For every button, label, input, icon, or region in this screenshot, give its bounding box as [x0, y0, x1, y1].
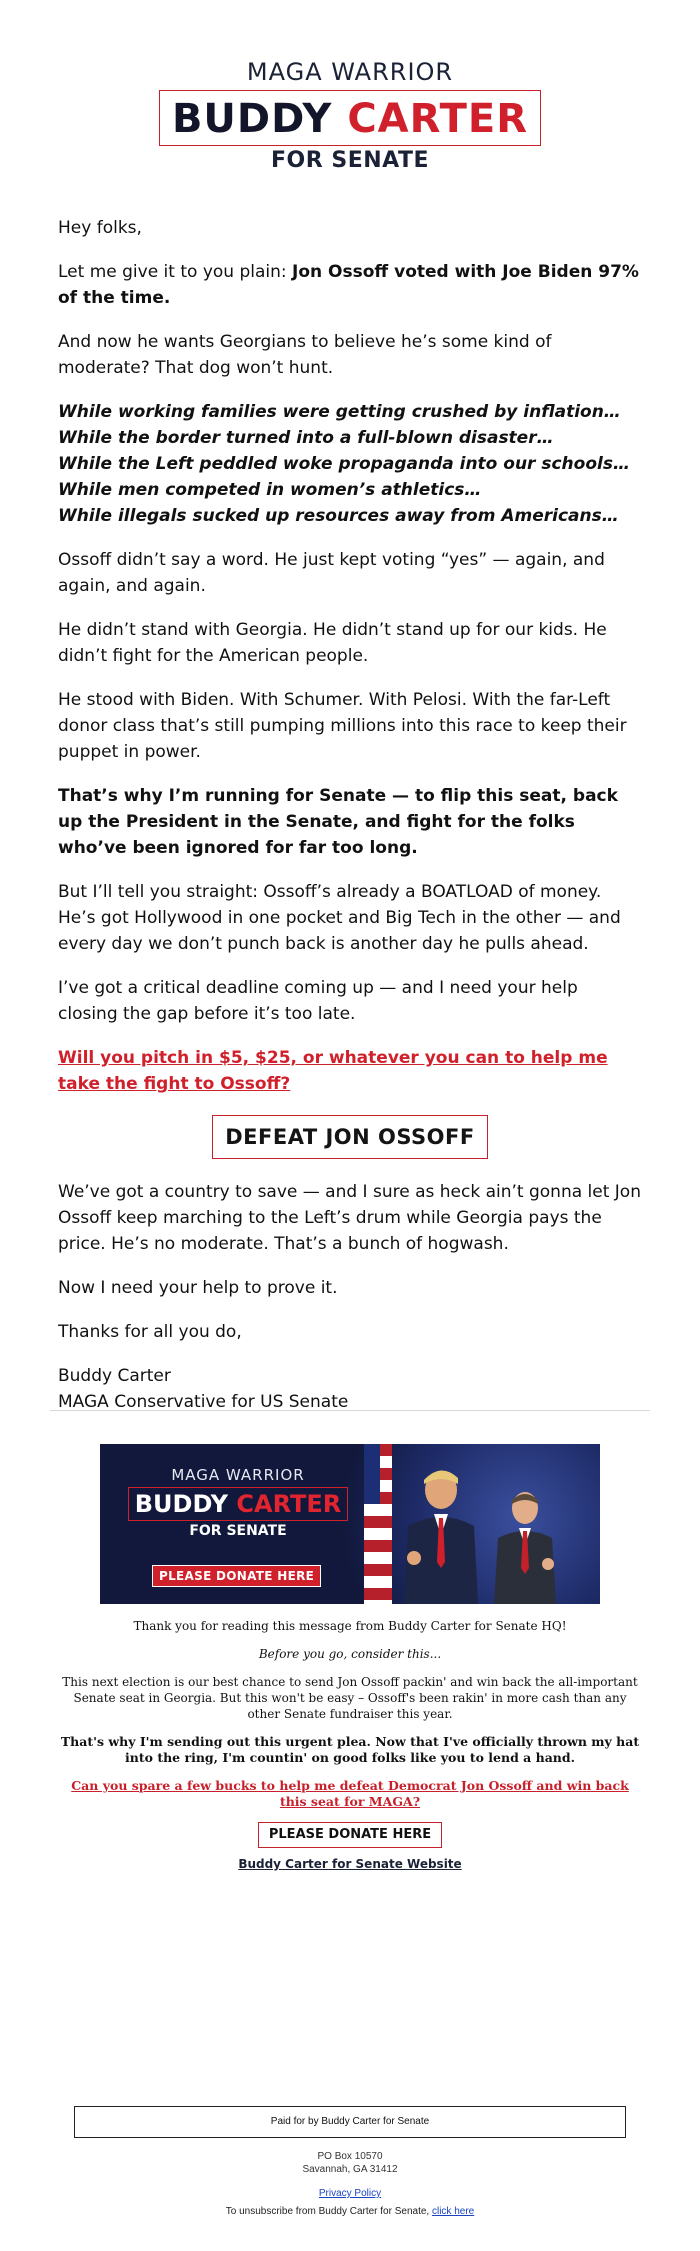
logo-last-name: CARTER [347, 96, 529, 142]
logo-name-box [159, 90, 541, 146]
paragraph: Now I need your help to prove it. [58, 1278, 338, 1298]
banner-first-name: BUDDY [134, 1490, 229, 1518]
banner-subtitle: FOR SENATE [189, 1523, 287, 1539]
paragraph: He stood with Biden. With Schumer. With Pelosi. With the far-Left donor class that’s still pumping millions into this race to keep their puppet in power. [58, 690, 627, 762]
donate-ask-link[interactable]: Will you pitch in $5, $25, or whatever you can to help me take the fight to Ossoff? [58, 1048, 608, 1094]
campaign-logo [0, 0, 700, 173]
paragraph-bold: Jon Ossoff voted with Joe Biden 97% of the time. [58, 262, 639, 308]
address-line: PO Box 10570 [317, 2151, 383, 2162]
donate-banner[interactable] [100, 1444, 600, 1604]
banner-tagline: MAGA WARRIOR [171, 1466, 305, 1484]
signature-name: Buddy Carter [58, 1366, 171, 1386]
website-link[interactable]: Buddy Carter for Senate Website [238, 1857, 462, 1871]
logo-subtitle: FOR SENATE [271, 148, 429, 173]
footer-thanks: Thank you for reading this message from Buddy Carter for Senate HQ! [133, 1619, 567, 1633]
address-line: Savannah, GA 31412 [302, 2164, 398, 2175]
logo-name [172, 95, 528, 143]
logo-tagline: MAGA WARRIOR [246, 58, 454, 86]
privacy-policy-link[interactable]: Privacy Policy [318, 2188, 382, 2199]
logo-first-name: BUDDY [171, 96, 333, 142]
signature [58, 1363, 642, 1415]
paragraph [58, 259, 642, 311]
paragraph-bold: That’s why I’m running for Senate — to flip this seat, back up the President in the Senate, and fight for the folks who’ve been ignored for far too long. [58, 786, 618, 858]
banner-donate-button[interactable]: PLEASE DONATE HERE [152, 1565, 321, 1587]
footer-before: Before you go, consider this... [258, 1647, 442, 1661]
paid-for-box: Paid for by Buddy Carter for Senate [74, 2106, 626, 2138]
banner-logo [118, 1466, 358, 1539]
banner-name [135, 1490, 341, 1518]
paragraph: Ossoff didn’t say a word. He just kept voting “yes” — again, and again, and again. [58, 550, 605, 596]
unsubscribe-line [0, 2206, 700, 2217]
list-item: While illegals sucked up resources away from Americans… [58, 506, 619, 526]
paragraph: He didn’t stand with Georgia. He didn’t stand up for our kids. He didn’t fight for the American people. [58, 620, 607, 666]
grievance-list [58, 399, 642, 529]
list-item: While men competed in women’s athletics… [58, 480, 482, 500]
footer-donate-link[interactable]: Can you spare a few bucks to help me defeat Democrat Jon Ossoff and win back this seat for MAGA? [71, 1778, 629, 1809]
banner-name-box [128, 1487, 348, 1521]
footer-donate-button[interactable]: PLEASE DONATE HERE [258, 1822, 442, 1848]
paragraph: And now he wants Georgians to believe he’s some kind of moderate? That dog won’t hunt. [58, 332, 552, 378]
letter-body [0, 215, 700, 1415]
person-photo-icon [400, 1462, 482, 1604]
person-photo-icon [490, 1486, 560, 1604]
paragraph-text: Let me give it to you plain: [58, 262, 293, 282]
paragraph: I’ve got a critical deadline coming up — and I need your help closing the gap before it’s too late. [58, 978, 578, 1024]
unsubscribe-text: To unsubscribe from Buddy Carter for Senate, [225, 2206, 432, 2217]
defeat-ossoff-button[interactable]: DEFEAT JON OSSOFF [212, 1115, 487, 1159]
signature-title: MAGA Conservative for US Senate [58, 1392, 349, 1412]
banner-last-name: CARTER [236, 1490, 342, 1518]
divider [50, 1410, 650, 1411]
paragraph: Thanks for all you do, [58, 1322, 242, 1342]
cta-wrap [58, 1115, 642, 1159]
footer-paragraph: This next election is our best chance to send Jon Ossoff packin' and win back the all-important Senate seat in Georgia. But this won't be easy – Ossoff's been rakin' in more cash than any other Senate fundraiser this year. [62, 1675, 638, 1721]
paragraph: We’ve got a country to save — and I sure as heck ain’t gonna let Jon Ossoff keep marching to the Left’s drum while Georgia pays the price. He’s no moderate. That’s a bunch of hogwash. [58, 1182, 641, 1254]
list-item: While working families were getting crushed by inflation… [58, 402, 621, 422]
footer-letter [60, 1618, 640, 1872]
list-item: While the border turned into a full-blown disaster… [58, 428, 554, 448]
american-flag-icon [364, 1444, 392, 1604]
greeting: Hey folks, [58, 218, 142, 238]
list-item: While the Left peddled woke propaganda into our schools… [58, 454, 630, 474]
footer-plea: That's why I'm sending out this urgent plea. Now that I've officially thrown my hat into the ring, I'm countin' on good folks like you to lend a hand. [60, 1734, 640, 1765]
paragraph: But I’ll tell you straight: Ossoff’s already a BOATLOAD of money. He’s got Hollywood in one pocket and Big Tech in the other — and every day we don’t punch back is another day he pulls ahead. [58, 882, 621, 954]
unsubscribe-link[interactable]: click here [431, 2206, 475, 2217]
mailing-address [0, 2150, 700, 2176]
